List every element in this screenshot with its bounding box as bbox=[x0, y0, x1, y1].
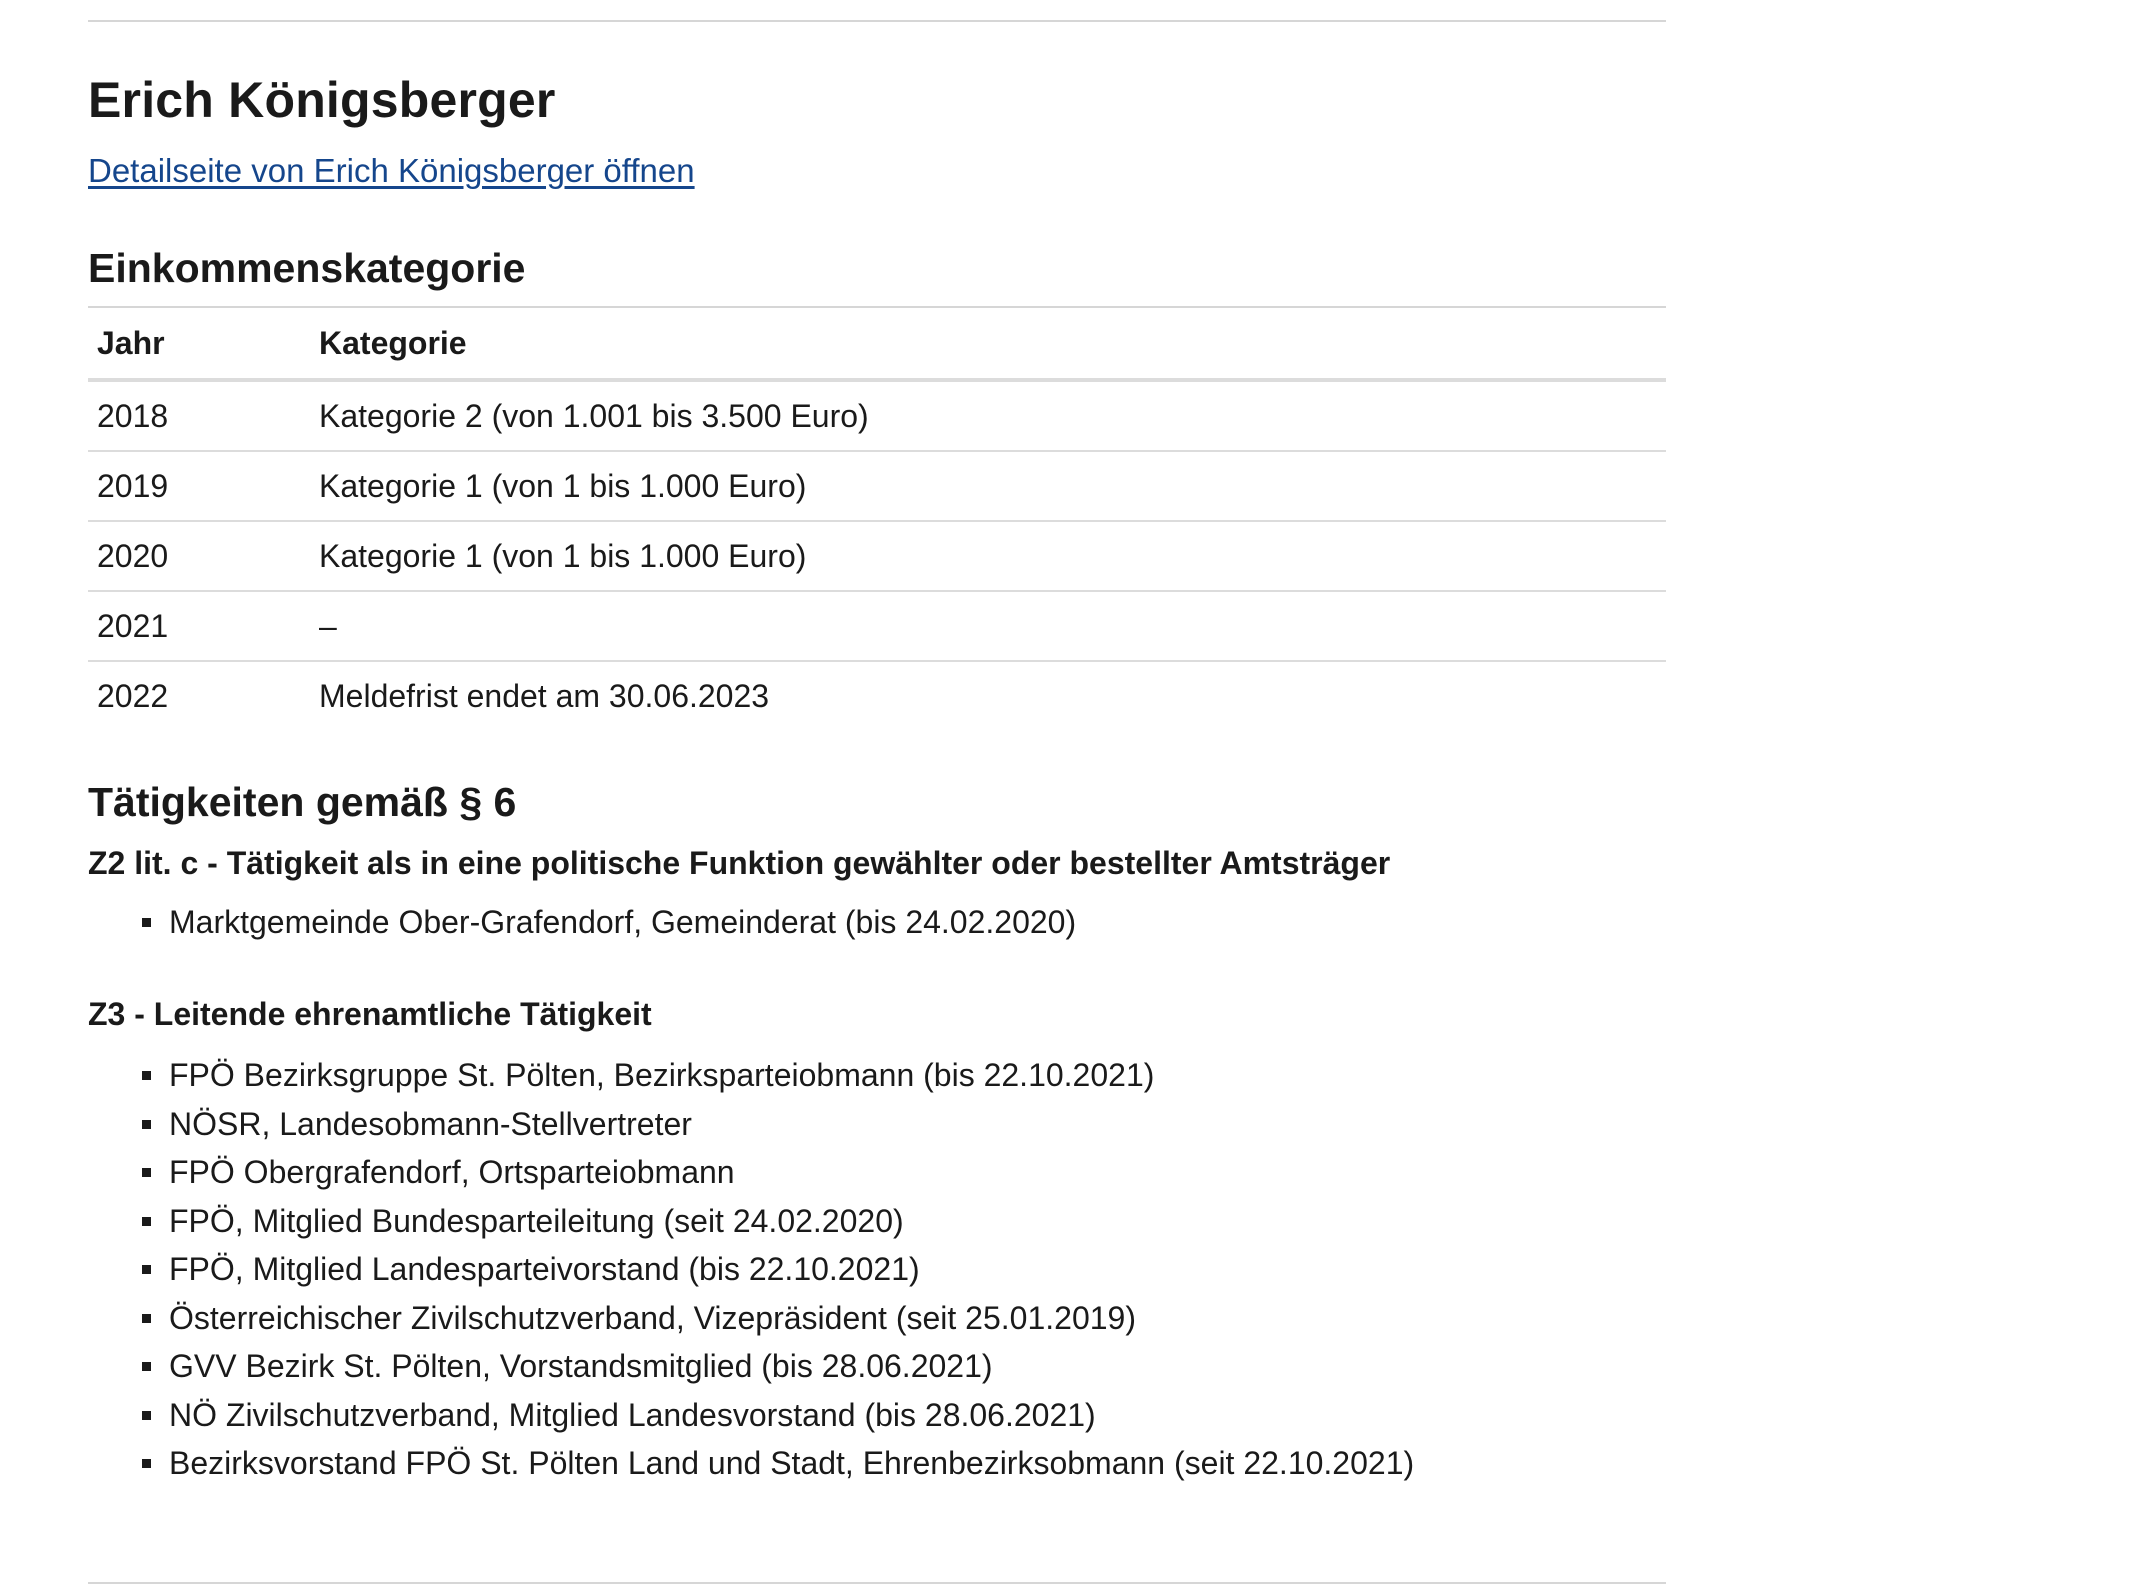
table-header-row bbox=[88, 307, 1666, 380]
activities-heading: Tätigkeiten gemäß § 6 bbox=[88, 779, 517, 825]
column-header-year: Jahr bbox=[88, 307, 310, 380]
income-table bbox=[88, 306, 1666, 730]
square-bullet-icon bbox=[142, 1411, 151, 1420]
year-cell: 2019 bbox=[88, 451, 310, 521]
list-item bbox=[88, 1100, 1414, 1149]
category-cell: – bbox=[310, 591, 1666, 661]
activity-list bbox=[88, 898, 1076, 947]
activity-text: Österreichischer Zivilschutzverband, Vizepräsident (seit 25.01.2019) bbox=[169, 1299, 1136, 1336]
category-cell: Meldefrist endet am 30.06.2023 bbox=[319, 677, 770, 714]
top-divider bbox=[88, 20, 1666, 22]
table-row bbox=[88, 451, 1666, 521]
income-heading: Einkommenskategorie bbox=[88, 245, 526, 291]
year-cell: 2020 bbox=[88, 521, 310, 591]
square-bullet-icon bbox=[142, 1217, 151, 1226]
activity-text: FPÖ, Mitglied Landesparteivorstand (bis 22.10.2021) bbox=[169, 1251, 920, 1287]
activity-text: FPÖ Obergrafendorf, Ortsparteiobmann bbox=[169, 1154, 735, 1190]
list-item bbox=[88, 1342, 1414, 1391]
activity-text: Marktgemeinde Ober-Grafendorf, Gemeinderat (bis 24.02.2020) bbox=[169, 904, 1077, 940]
category-cell: Kategorie 1 (von 1 bis 1.000 Euro) bbox=[310, 521, 1666, 591]
activity-text: NÖ Zivilschutzverband, Mitglied Landesvorstand (bis 28.06.2021) bbox=[169, 1396, 1096, 1433]
square-bullet-icon bbox=[142, 918, 151, 927]
activity-text: FPÖ, Mitglied Bundesparteileitung (seit 24.02.2020) bbox=[169, 1202, 904, 1239]
square-bullet-icon bbox=[142, 1071, 151, 1080]
category-cell: Kategorie 1 (von 1 bis 1.000 Euro) bbox=[310, 451, 1666, 521]
person-name: Erich Königsberger bbox=[88, 72, 556, 128]
list-item bbox=[88, 1294, 1414, 1343]
square-bullet-icon bbox=[142, 1314, 151, 1323]
activity-text: GVV Bezirk St. Pölten, Vorstandsmitglied (bis 28.06.2021) bbox=[169, 1348, 993, 1384]
year-cell: 2021 bbox=[88, 591, 310, 661]
square-bullet-icon bbox=[142, 1362, 151, 1371]
table-row bbox=[88, 591, 1666, 661]
list-item bbox=[88, 1245, 1414, 1294]
table-row bbox=[88, 521, 1666, 591]
activity-text: Bezirksvorstand FPÖ St. Pölten Land und Stadt, Ehrenbezirksobmann (seit 22.10.2021) bbox=[169, 1445, 1415, 1481]
activity-text: NÖSR, Landesobmann-Stellvertreter bbox=[169, 1105, 692, 1142]
detail-page-link[interactable]: Detailseite von Erich Königsberger öffnen bbox=[88, 152, 695, 189]
square-bullet-icon bbox=[142, 1168, 151, 1177]
category-cell: Kategorie 2 (von 1.001 bis 3.500 Euro) bbox=[310, 380, 1666, 451]
activity-list bbox=[88, 1051, 1414, 1488]
activity-text: FPÖ Bezirksgruppe St. Pölten, Bezirksparteiobmann (bis 22.10.2021) bbox=[169, 1057, 1155, 1093]
list-item bbox=[88, 1391, 1414, 1440]
list-item bbox=[88, 1148, 1414, 1197]
table-row bbox=[88, 661, 1666, 730]
table-row bbox=[88, 380, 1666, 451]
activity-section-title: Z2 lit. c - Tätigkeit als in eine politische Funktion gewählter oder bestellter Amtsträger bbox=[88, 845, 1391, 881]
square-bullet-icon bbox=[142, 1459, 151, 1468]
list-item bbox=[88, 1197, 1414, 1246]
list-item bbox=[88, 1439, 1414, 1488]
square-bullet-icon bbox=[142, 1265, 151, 1274]
activity-section-title: Z3 - Leitende ehrenamtliche Tätigkeit bbox=[88, 996, 652, 1032]
column-header-category: Kategorie bbox=[310, 307, 1666, 380]
list-item bbox=[88, 898, 1076, 947]
year-cell: 2018 bbox=[88, 380, 310, 451]
list-item bbox=[88, 1051, 1414, 1100]
year-cell: 2022 bbox=[97, 677, 169, 714]
square-bullet-icon bbox=[142, 1120, 151, 1129]
